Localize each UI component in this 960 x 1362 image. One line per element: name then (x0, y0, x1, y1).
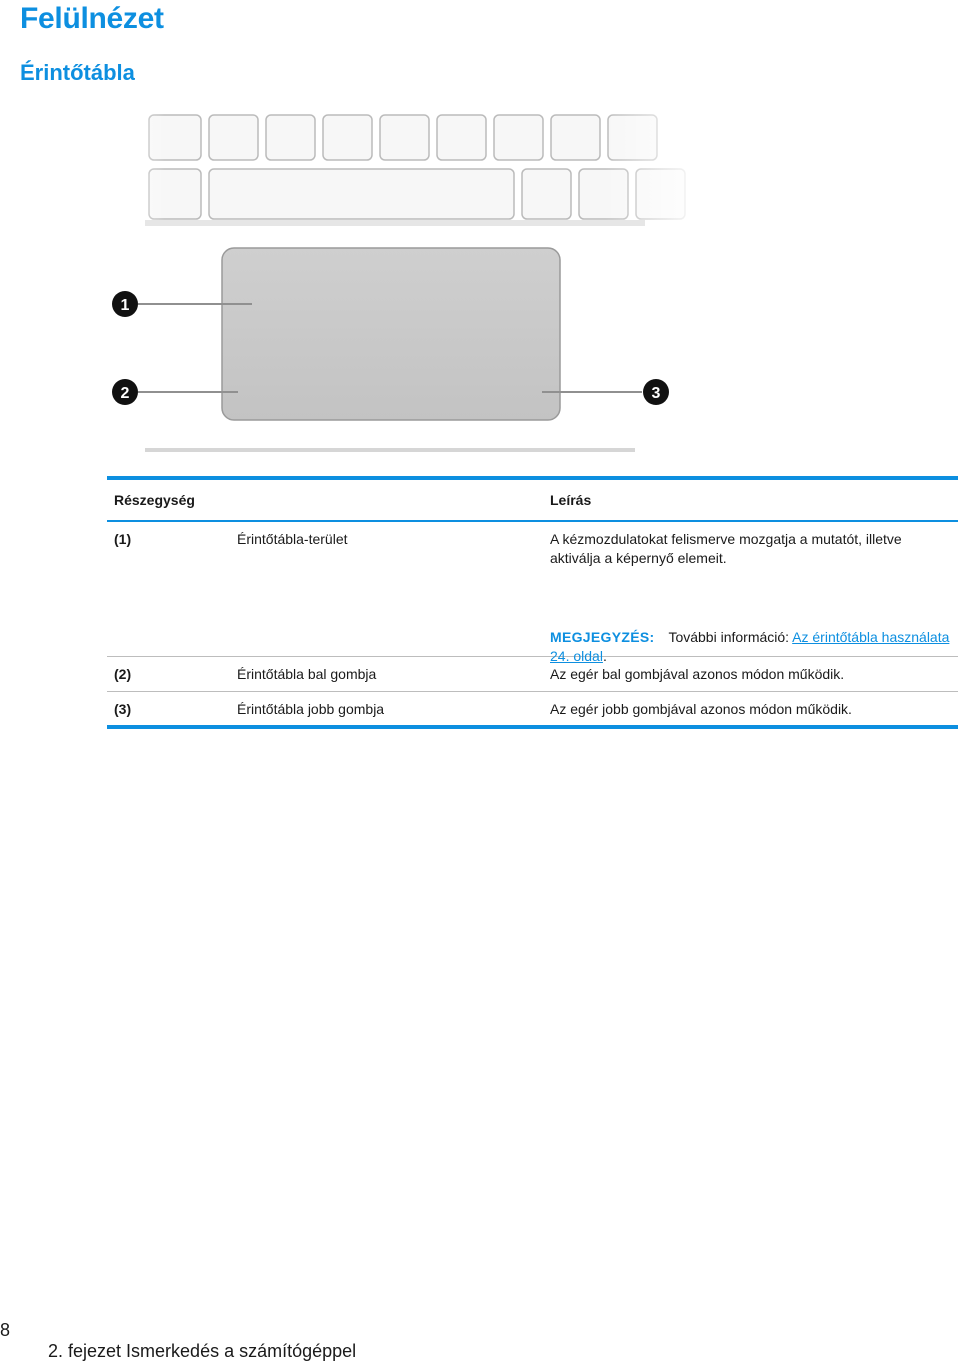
note-end: . (602, 648, 607, 664)
callout-3-label: 3 (651, 385, 661, 402)
table-row (107, 657, 958, 692)
callout-1-marker (112, 291, 138, 317)
header-component: Részegység (114, 492, 195, 508)
touchpad-usage-link[interactable]: Az érintőtábla használata 24. oldal (550, 629, 950, 664)
page-number: 8 (0, 1320, 11, 1340)
row-index: (1) (114, 531, 132, 547)
page-footer (0, 1299, 357, 1362)
chapter-title: 2. fejezet Ismerkedés a számítógéppel (48, 1341, 357, 1361)
callout-2-label: 2 (120, 385, 130, 402)
touchpad-surface (222, 248, 560, 420)
component-table (107, 476, 958, 729)
header-description: Leírás (550, 492, 592, 508)
section-title: Érintőtábla (20, 60, 135, 85)
callout-2-marker (112, 379, 138, 405)
keyboard-keys-row-2 (149, 169, 685, 219)
touchpad-illustration (105, 105, 705, 465)
table-row (107, 522, 958, 664)
table-row (107, 692, 958, 725)
note-label: MEGJEGYZÉS: (550, 629, 655, 645)
row-component-name: Érintőtábla bal gombja (237, 666, 377, 682)
table-header-row (107, 480, 958, 522)
page-title: Felülnézet (20, 2, 164, 35)
callout-1-label: 1 (120, 297, 130, 314)
keyboard-keys-row-1 (149, 115, 657, 160)
note-text: További információ: (668, 629, 793, 645)
row-component-name: Érintőtábla-terület (237, 531, 348, 547)
callout-3-marker (643, 379, 669, 405)
row-component-name: Érintőtábla jobb gombja (237, 701, 385, 717)
row-index: (2) (114, 666, 132, 682)
table-bottom-rule (107, 725, 958, 729)
row-description: A kézmozdulatokat felismerve mozgatja a mutatót, illetve aktiválja a képernyő elemeit. (550, 531, 902, 566)
row-description: Az egér bal gombjával azonos módon működik. (550, 666, 845, 682)
row-description: Az egér jobb gombjával azonos módon működik. (550, 701, 852, 717)
row-index: (3) (114, 701, 132, 717)
